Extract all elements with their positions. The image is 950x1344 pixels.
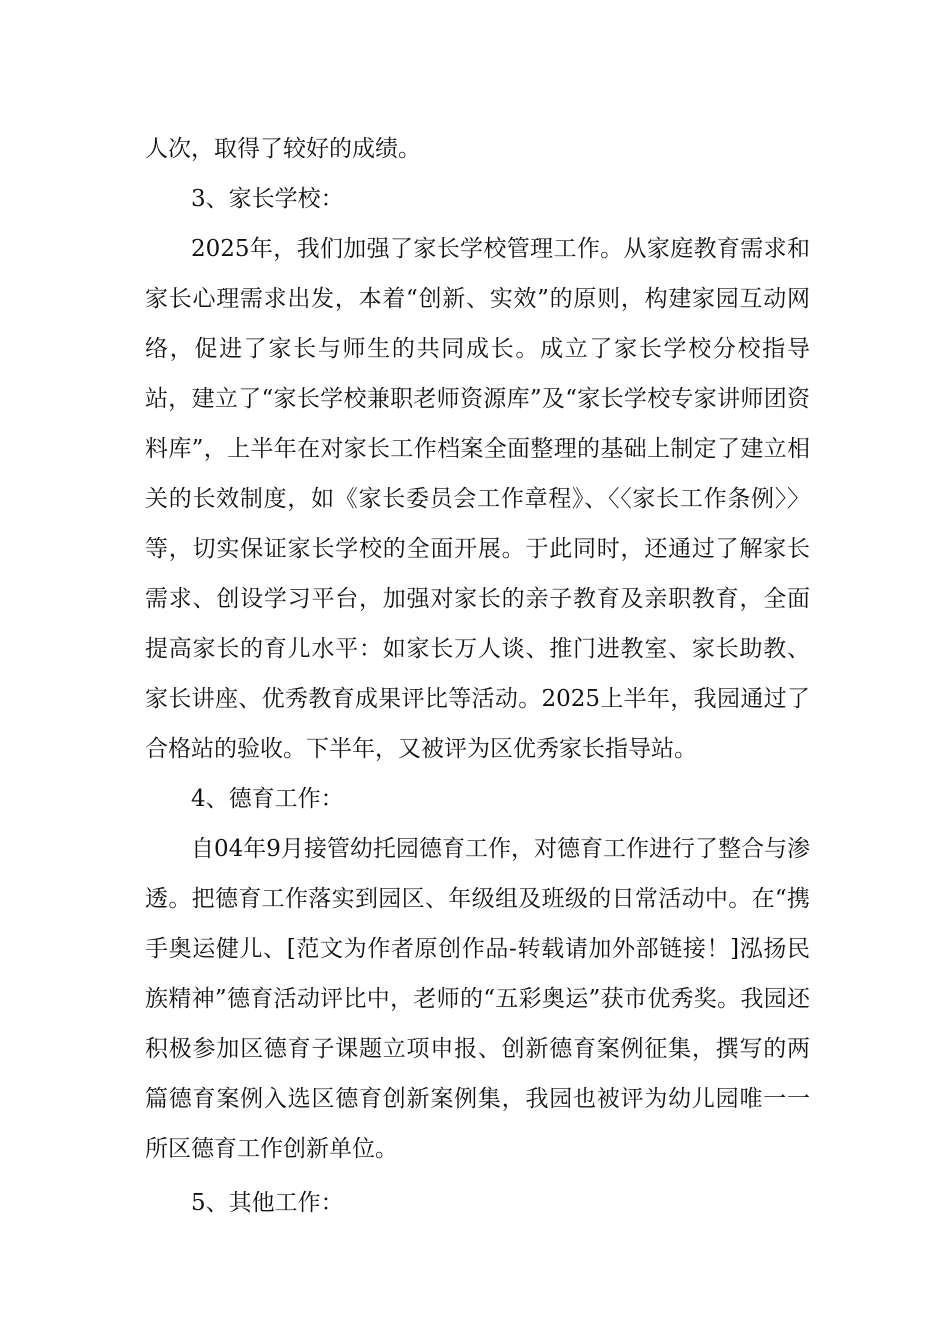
section-heading-parent-school: 3、家长学校： bbox=[191, 186, 344, 212]
paragraph-parent-school: 2025年，我们加强了家长学校管理工作。从家庭教育需求和家长心理需求出发，本着“创新、实效”的原则，构建家园互动网络，促进了家长与师生的共同成长。成立了家长学校分校指导站，建立了“家长学校兼职老师资源库”及“家长学校专家讲师团资料库”，上半年在对家长工作档案全面整理的基础上制定了建立相关的长效制度，如《家长委员会工作章程》、〈〈家长工作条例〉〉等，切实保证家长学校的全面开展。于此同时，还通过了解家长需求、创设学习平台，加强对家长的亲子教育及亲职教育，全面提高家长的育儿水平：如家长万人谈、推门进教室、家长助教、家长讲座、优秀教育成果评比等活动。2025上半年，我园通过了合格站的验收。下半年，又被评为区优秀家长指导站。 bbox=[145, 236, 810, 762]
section-heading-other-work: 5、其他工作： bbox=[191, 1190, 344, 1216]
paragraph-moral-education: 自04年9月接管幼托园德育工作，对德育工作进行了整合与渗透。把德育工作落实到园区、年级组及班级的日常活动中。在“携手奥运健儿、[范文为作者原创作品-转载请加外部链接！]泓扬民族精神”德育活动评比中，老师的“五彩奥运”获市优秀奖。我园还积极参加区德育子课题立项申报、创新德育案例征集，撰写的两篇德育案例入选区德育创新案例集，我园也被评为幼儿园唯一一所区德育工作创新单位。 bbox=[145, 836, 810, 1162]
section-heading-moral-education: 4、德育工作： bbox=[191, 786, 344, 812]
document-body bbox=[145, 124, 810, 1228]
paragraph-continuation: 人次，取得了较好的成绩。 bbox=[145, 136, 421, 162]
